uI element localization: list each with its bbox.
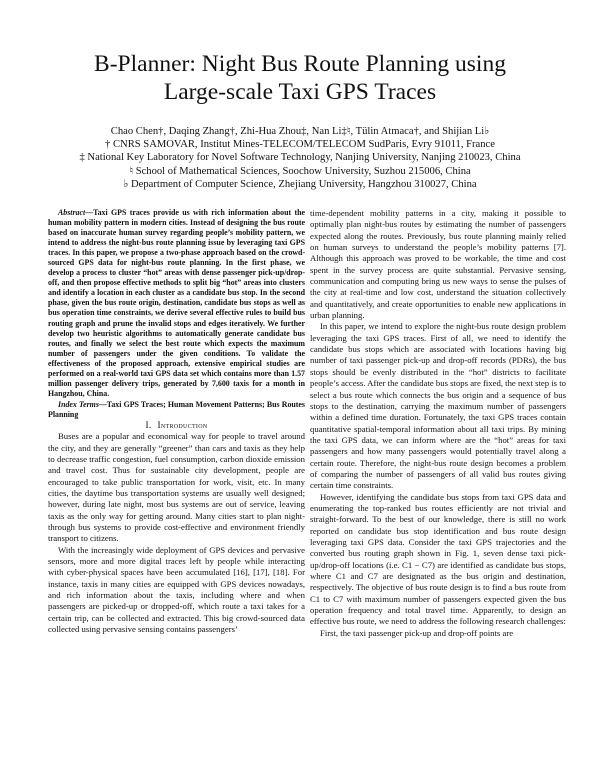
author-block: [30, 125, 570, 191]
body-paragraph: However, identifying the candidate bus stops from taxi GPS data and enumerating the top-ranked bus routes efficiently are not trivial and straight-forward. To the best of our knowledge, there is still no work reported on candidate bus stop identification and bus route design leveraging taxi GPS data. Consider the taxi GPS trajectories and the converted bus routing graph shown in Fig. 1, seven dense taxi pick-up/drop-off locations (i.e. C1 − C7) are identified as candidate bus stops, where C1 and C7 are designated as the bus origin and destination, respectively. The objective of bus route design is to find a bus route from C1 to C7 with maximum number of passengers expected given the bus operation frequency and total travel time. Apparently, to design an effective bus route, we need to address the following research challenges:: [310, 491, 566, 627]
index-terms: [48, 400, 305, 420]
abstract-text: —Taxi GPS traces provide us with rich information about the human mobility pattern in modern cities. Instead of designing the bus route based on inaccurate human survey regarding people’s mobility pattern, we intend to address the night-bus route planning issue by leveraging taxi GPS traces. In this paper, we propose a two-phase approach based on the crowd-sourced GPS data for night-bus route planning. In the first phase, we develop a process to cluster “hot” areas with dense passenger pick-up/drop-off, and then propose effective methods to split big “hot” areas into clusters and identify a location in each cluster as a candidate bus stop. In the second phase, given the bus route origin, destination, candidate bus stops as well as bus operation time constraints, we derive several effective rules to build bus routing graph and prune the invalid stops and edges iteratively. We further develop two heuristic algorithms to automatically generate candidate bus routes, and finally we select the best route which expects the maximum number of passengers under the given conditions. To validate the effectiveness of the proposed approach, extensive empirical studies are performed on a real-world taxi GPS data set which contains more than 1.57 million passenger delivery trips, generated by 7,600 taxis for a month in Hangzhou, China.: [48, 208, 305, 398]
affiliation-3: ♮ School of Mathematical Sciences, Soochow University, Suzhou 215006, China: [129, 165, 471, 177]
right-column: [310, 208, 566, 639]
index-terms-text: —Taxi GPS Traces; Human Movement Patterns; Bus Routes Planning: [48, 399, 305, 419]
abstract-paragraph: [48, 208, 305, 399]
body-paragraph: With the increasingly wide deployment of GPS devices and pervasive sensors, more and more digital traces left by people while interacting with cyber-physical spaces have been accumulated [16], [17], [18]. For instance, taxis in many cities are equipped with GPS devices nowadays, and rich information about the taxis, including where and when passengers are picked-up or dropped-off, which route a taxi takes for a certain trip, can be collected and extracted. This big crowd-sourced data collected using pervasive sensing contains passengers’: [48, 544, 305, 635]
affiliation-1: † CNRS SAMOVAR, Institut Mines-TELECOM/TELECOM SudParis, Evry 91011, France: [105, 139, 495, 151]
author-names: Chao Chen†, Daqing Zhang†, Zhi-Hua Zhou‡, Nan Li‡♮, Tülin Atmaca†, and Shijian Li♭: [110, 126, 490, 137]
affiliation-2: ‡ National Key Laboratory for Novel Software Technology, Nanjing University, Nanjing 210023, China: [79, 152, 521, 164]
body-paragraph: First, the taxi passenger pick-up and drop-off points are: [320, 627, 514, 638]
abstract: [48, 208, 305, 420]
section-title: Introduction: [157, 419, 208, 430]
section-heading: [48, 420, 305, 431]
title-line-2: Large-scale Taxi GPS Traces: [163, 79, 437, 105]
index-terms-label: Index Terms: [58, 399, 99, 409]
abstract-label: Abstract: [58, 208, 86, 217]
affiliation-4: ♭ Department of Computer Science, Zhejiang University, Hangzhou 310027, China: [123, 178, 477, 190]
body-paragraph: Buses are a popular and economical way for people to travel around the city, and they are generally “greener” than cars and taxis as they help to decrease traffic congestion, fuel consumption, carbon dioxide emission and travel cost. Thus for sustainable city development, people are encouraged to take public transportation for work, visit, etc. In many cities, the daytime bus transportation systems are usually well designed; however, during late night, most bus systems are out of service, leaving taxis as the only way for getting around. Many cities start to plan night-through bus systems to provide cost-effective and environment friendly transport to citizens.: [48, 431, 305, 544]
body-paragraph: In this paper, we intend to explore the night-bus route design problem leveraging the taxi GPS traces. First of all, we need to identify the candidate bus stops which are associated with locations having big number of taxi passenger pick-up and drop-off records (PDRs), the bus stops should be evenly distributed in the “hot” districts to facilitate people’s access. After the candidate bus stops are fixed, the next step is to select a bus route which connects the bus origin and a sequence of bus stops to the destination, carrying the maximum number of passengers within a defined time duration. Fortunately, the taxi GPS traces contain quantitative spatial-temporal information about all taxi trips. By mining the taxi GPS data, we can inform where are the “hot” areas for taxi passengers and how many passengers would potentially travel along a certain route. Therefore, the night-bus route design becomes a problem of comparing the number of passengers of all valid bus routes giving certain time constraints.: [310, 321, 566, 491]
left-column: [48, 208, 305, 636]
body-paragraph: time-dependent mobility patterns in a city, making it possible to optimally plan night-bus routes by estimating the number of passengers expected along the routes. Previously, bus route planning mainly relied on human surveys to understand the people’s mobility patterns [7]. Although this approach was proved to be workable, the time and cost spent in the survey process are quite substantial. Pervasive sensing, communication and computing bring us new ways to sense the pulses of the city at real-time and low cost, understand the situation collectively and quantitatively, and create opportunities to enable new applications in urban planning.: [310, 208, 566, 321]
section-number: I.: [145, 419, 152, 430]
paper-title: [40, 50, 560, 106]
title-line-1: B-Planner: Night Bus Route Planning using: [94, 51, 506, 77]
